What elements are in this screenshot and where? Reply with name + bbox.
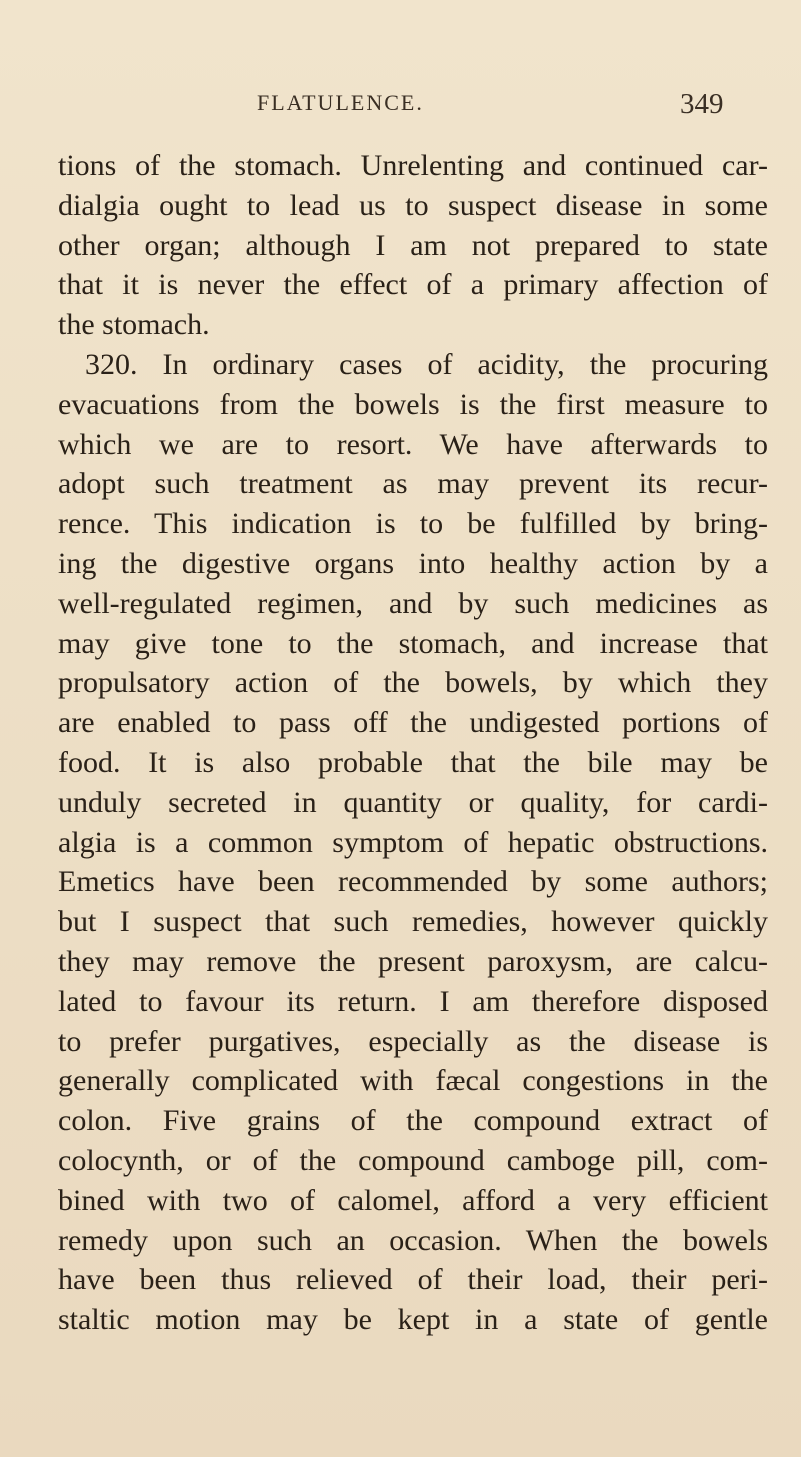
text-line: Emetics have been recommended by some authors;: [58, 865, 768, 899]
running-title: FLATULENCE.: [257, 90, 424, 115]
text-line: unduly secreted in quantity or quality, for cardi-: [58, 785, 768, 819]
text-line: remedy upon such an occasion. When the bowels: [58, 1223, 768, 1257]
text-line: evacuations from the bowels is the first measure to: [58, 387, 768, 421]
text-line: 320. In ordinary cases of acidity, the procuring: [85, 347, 768, 381]
text-line: staltic motion may be kept in a state of gentle: [58, 1303, 768, 1337]
text-line: dialgia ought to lead us to suspect disease in some: [58, 188, 768, 222]
text-line: that it is never the effect of a primary affection of: [58, 268, 768, 302]
text-line: colocynth, or of the compound camboge pill, com-: [58, 1143, 768, 1177]
text-line: well-regulated regimen, and by such medicines as: [58, 586, 768, 620]
page-number: 349: [680, 88, 724, 120]
text-line: adopt such treatment as may prevent its recur-: [58, 467, 768, 501]
text-line: generally complicated with fæcal congestions in the: [58, 1064, 768, 1098]
running-head: [0, 88, 801, 128]
text-line: colon. Five grains of the compound extract of: [58, 1104, 768, 1138]
text-line: propulsatory action of the bowels, by which they: [58, 666, 768, 700]
text-line: are enabled to pass off the undigested portions of: [58, 706, 768, 740]
text-line: rence. This indication is to be fulfilled by bring-: [58, 507, 768, 541]
text-line: ing the digestive organs into healthy action by a: [58, 546, 768, 580]
text-line: other organ; although I am not prepared to state: [58, 228, 768, 262]
text-line: may give tone to the stomach, and increase that: [58, 626, 768, 660]
text-line: they may remove the present paroxysm, are calcu-: [58, 944, 768, 978]
text-line: food. It is also probable that the bile may be: [58, 745, 768, 779]
text-line: to prefer purgatives, especially as the disease is: [58, 1024, 768, 1058]
text-line: tions of the stomach. Unrelenting and continued car-: [58, 149, 768, 182]
text-line: bined with two of calomel, afford a very efficient: [58, 1183, 768, 1217]
text-line: the stomach.: [58, 308, 210, 342]
body-text: [58, 146, 768, 1340]
text-line: but I suspect that such remedies, however quickly: [58, 905, 768, 939]
text-line: which we are to resort. We have afterwards to: [58, 427, 768, 461]
text-line: have been thus relieved of their load, their peri-: [58, 1263, 768, 1297]
text-line: lated to favour its return. I am therefore disposed: [58, 984, 768, 1018]
text-line: algia is a common symptom of hepatic obstructions.: [58, 825, 768, 859]
